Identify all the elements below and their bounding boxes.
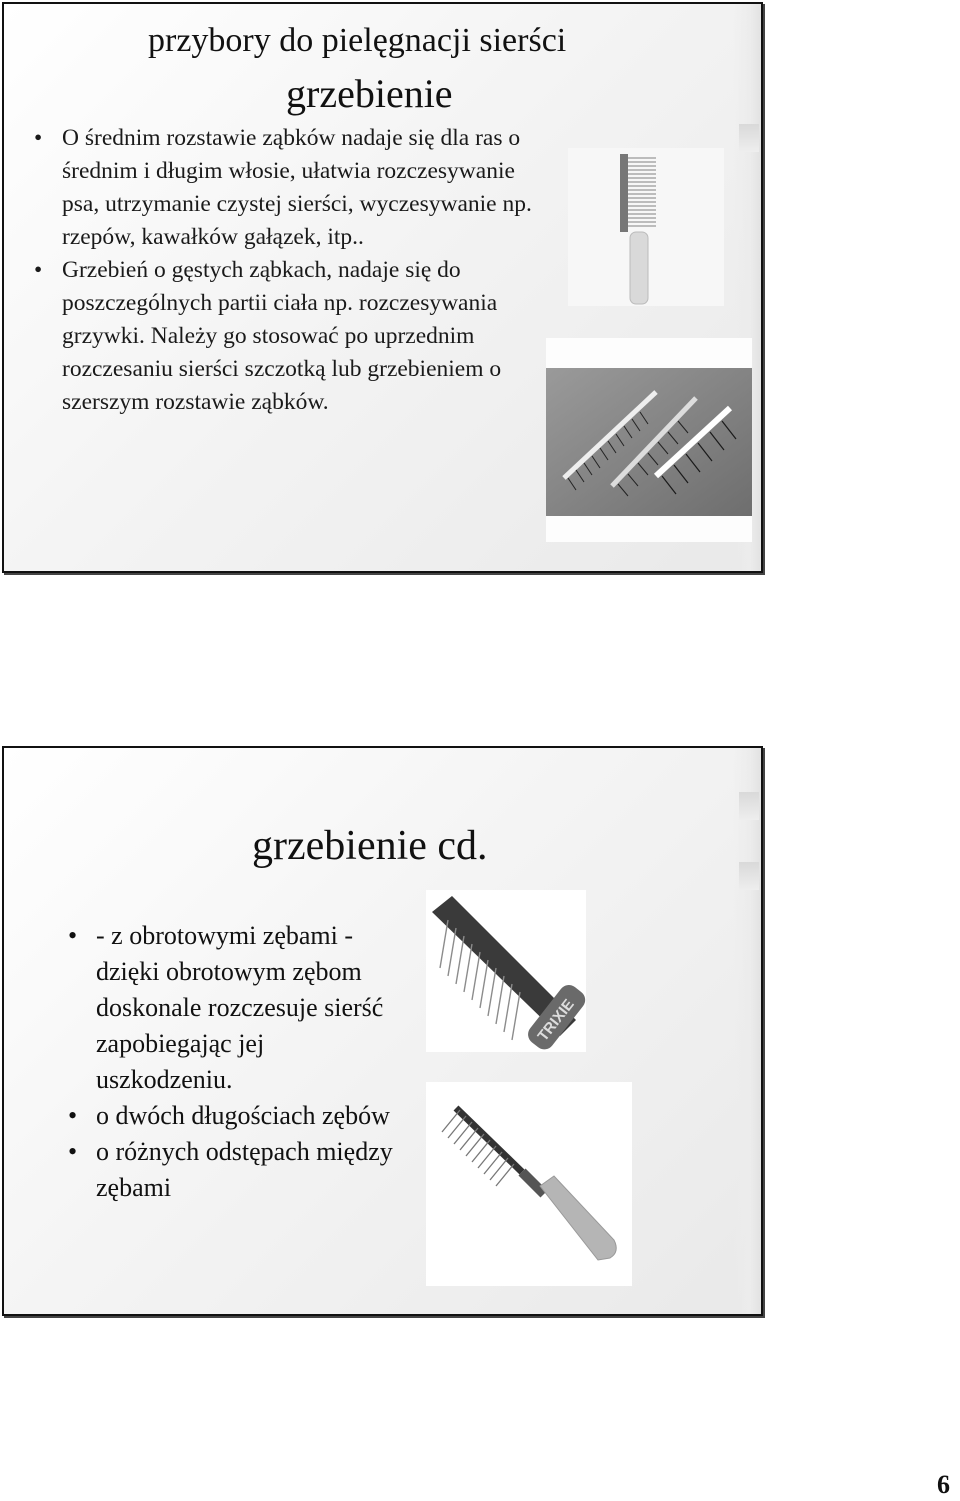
bullet-item: • O średnim rozstawie ząbków nadaje się dla ras o średnim i długim włosie, ułatwia rozczesywanie psa, utrzymanie czystej sierści, wyczesywanie np. rzepów, kawałków gałązek, itp.. xyxy=(32,122,552,254)
single-comb-photo xyxy=(568,148,724,306)
slide-1-bullet-list xyxy=(32,122,552,419)
slide-1-subtitle: grzebienie xyxy=(286,71,453,116)
brand-label: TRIXIE xyxy=(534,996,578,1045)
slide-2-title: grzebienie cd. xyxy=(252,823,488,869)
slide-2-bullet-list xyxy=(66,918,406,1206)
rotating-teeth-comb-photo xyxy=(426,890,586,1052)
slide-edge-mark xyxy=(739,792,759,820)
bullet-item: • Grzebień o gęstych ząbkach, nadaje się do poszczególnych partii ciała np. rozczesywania grzywki. Należy go stosować po uprzednim rozczesaniu sierści szczotką lub grzebieniem o szerszym rozstawie ząbków. xyxy=(32,254,552,419)
slide-edge-mark xyxy=(739,862,759,890)
bullet-item: • o różnych odstępach między zębami xyxy=(66,1134,406,1206)
page-number: 6 xyxy=(937,1470,950,1499)
three-combs-photo xyxy=(546,338,752,542)
comb-with-handle-photo xyxy=(426,1082,632,1286)
combs-illustration xyxy=(546,338,752,542)
comb-spine xyxy=(620,154,628,232)
slide-side-stripe xyxy=(733,748,761,1314)
bullet-item: • - z obrotowymi zębami - dzięki obrotowym zębom doskonale rozczesuje sierść zapobiegając jej uszkodzeniu. xyxy=(66,918,406,1098)
comb-illustration xyxy=(568,148,724,306)
bullet-item: • o dwóch długościach zębów xyxy=(66,1098,406,1134)
comb-handle xyxy=(630,232,648,304)
handle-comb-illustration xyxy=(426,1082,632,1286)
slide-1-title: przybory do pielęgnacji sierści xyxy=(148,22,567,59)
rotating-comb-illustration xyxy=(426,890,586,1052)
slide-edge-mark xyxy=(739,124,759,152)
